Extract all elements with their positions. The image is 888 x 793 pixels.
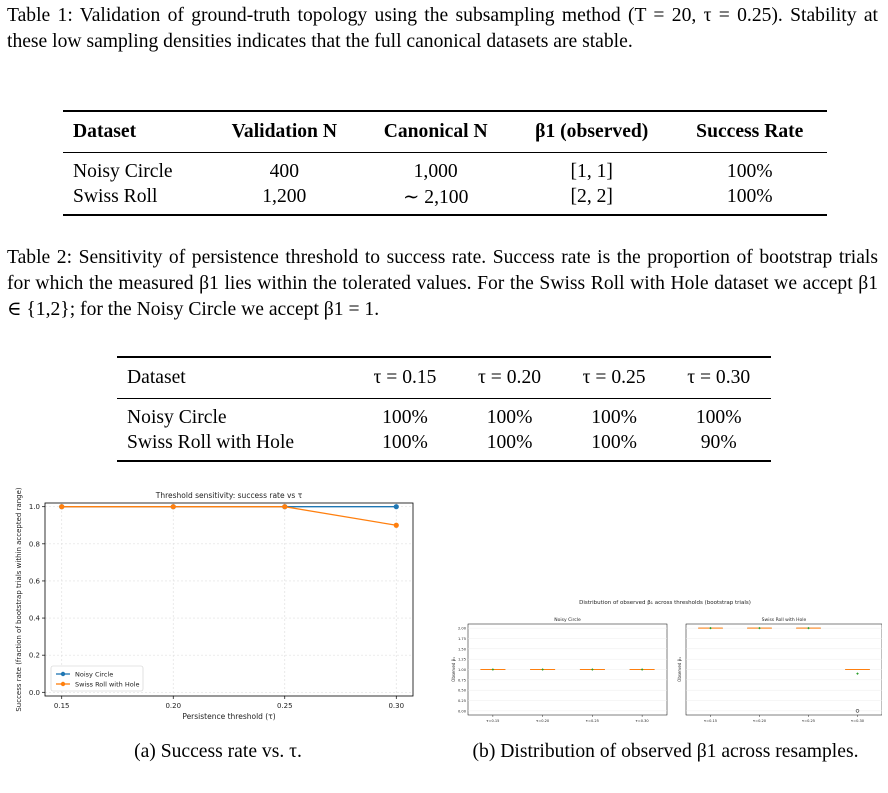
table2-caption-text: Sensitivity of persistence threshold to success rate. Success rate is the proportion of bootstrap trials for which the measured β1 lies within the tolerated values. For the Swiss Roll with Hole dataset we accept β1 ∈ {1,2}; for the Noisy Circle we accept β1 = 1.	[7, 247, 879, 320]
y-tick-label: 0.25	[457, 699, 466, 704]
chart-title: Distribution of observed β₁ across thresholds (bootstrap trials)	[579, 600, 751, 606]
table1-header: Validation N	[208, 111, 360, 153]
figure-b-caption: (b) Distribution of observed β1 across resamples.	[472, 741, 859, 762]
table1-caption	[7, 3, 878, 55]
x-tick-label: τ=0.25	[801, 719, 816, 723]
legend-label: Noisy Circle	[75, 670, 114, 679]
x-tick-label: 0.15	[53, 702, 70, 710]
y-tick-label: 1.75	[457, 636, 466, 641]
table-cell: 400	[269, 160, 299, 182]
y-tick-label: 0.50	[457, 688, 466, 693]
panel-title: Swiss Roll with Hole	[761, 618, 807, 623]
y-tick-label: 2.00	[457, 626, 466, 631]
table-cell: 100%	[726, 160, 773, 182]
y-tick-label: 0.8	[28, 540, 40, 549]
table-cell: 100%	[695, 406, 742, 428]
table-cell: Noisy Circle	[127, 406, 227, 428]
table-cell: 100%	[382, 406, 428, 428]
y-tick-label: 1.00	[457, 668, 466, 672]
x-tick-label: 0.25	[276, 702, 293, 710]
table1	[63, 110, 827, 216]
x-tick-label: τ=0.25	[585, 719, 599, 723]
x-tick-label: τ=0.20	[752, 719, 767, 723]
success-rate-line-chart	[8, 485, 428, 725]
table-cell: ∼ 2,100	[360, 184, 510, 215]
table1-caption-text: Validation of ground-truth topology using the subsampling method (T = 20, τ = 0.25). Stability at these low sampling densities indicates that the full canonical datasets are stable.	[7, 5, 878, 52]
table2-caption	[7, 245, 878, 323]
y-tick-label: 1.25	[457, 657, 466, 662]
figure-a-caption: (a) Success rate vs. τ.	[134, 741, 302, 762]
x-tick-label: τ=0.20	[536, 719, 550, 723]
y-tick-label: 0.00	[457, 709, 466, 714]
table2-header: Dataset	[117, 357, 353, 399]
table2-header: τ = 0.25	[562, 357, 667, 399]
legend-marker	[61, 672, 65, 676]
beta1-distribution-boxplot	[448, 593, 882, 723]
table2-caption-label: Table 2:	[7, 247, 73, 268]
table-cell: 100%	[591, 406, 637, 428]
table2-header: τ = 0.30	[666, 357, 771, 399]
table1-header: Canonical N	[360, 111, 510, 153]
series-line	[62, 507, 397, 526]
table2-header: τ = 0.15	[353, 357, 458, 399]
table-cell: 100%	[353, 430, 458, 461]
y-axis-label: Observed β₁	[451, 657, 456, 682]
table-cell: 100%	[486, 406, 533, 428]
table-cell: [2, 2]	[511, 184, 673, 215]
table-cell: 100%	[457, 430, 562, 461]
x-tick-label: τ=0.30	[850, 719, 865, 723]
table-row	[117, 399, 771, 431]
data-point	[394, 523, 399, 528]
x-tick-label: 0.20	[165, 702, 182, 710]
x-tick-label: τ=0.15	[486, 719, 500, 723]
table-row	[63, 153, 827, 185]
table-cell: 1,200	[208, 184, 360, 215]
table-cell: [1, 1]	[570, 160, 613, 182]
table2-header: τ = 0.20	[457, 357, 562, 399]
data-point	[171, 504, 176, 509]
x-axis-label: Persistence threshold (τ)	[182, 712, 276, 721]
table-cell: 100%	[673, 184, 827, 215]
table-cell: 100%	[562, 430, 667, 461]
table-cell: 1,000	[413, 160, 458, 182]
y-tick-label: 0.6	[28, 577, 40, 586]
y-tick-label: 0.4	[28, 614, 40, 623]
table-cell: 90%	[666, 430, 771, 461]
legend-marker	[61, 682, 65, 686]
table1-header: Dataset	[63, 111, 208, 153]
y-axis-label: Observed β₁	[677, 657, 682, 682]
table-row	[63, 184, 827, 215]
table-cell: Noisy Circle	[73, 160, 173, 182]
y-tick-label: 0.0	[28, 688, 40, 697]
table1-header-row	[63, 111, 827, 153]
table-cell: Swiss Roll with Hole	[117, 430, 353, 461]
table2	[117, 356, 771, 462]
panel-title: Noisy Circle	[554, 618, 581, 623]
chart-title: Threshold sensitivity: success rate vs τ	[155, 491, 303, 500]
data-point	[282, 504, 287, 509]
y-tick-label: 0.75	[457, 678, 466, 683]
y-tick-label: 1.50	[457, 647, 466, 652]
x-tick-label: 0.30	[388, 702, 405, 710]
y-axis-label: Success rate (fraction of bootstrap trials within accepted range)	[15, 487, 23, 712]
x-tick-label: τ=0.30	[635, 719, 649, 723]
data-point	[59, 504, 64, 509]
y-tick-label: 1.0	[28, 503, 40, 512]
table1-header: β1 (observed)	[511, 111, 673, 153]
table1-caption-label: Table 1:	[7, 5, 73, 26]
x-tick-label: τ=0.15	[703, 719, 718, 723]
table2-header-row	[117, 357, 771, 399]
y-tick-label: 0.2	[28, 651, 40, 660]
table1-header: Success Rate	[673, 111, 827, 153]
data-point	[394, 504, 399, 509]
table-row	[117, 430, 771, 461]
table-cell: Swiss Roll	[63, 184, 208, 215]
legend-label: Swiss Roll with Hole	[75, 680, 140, 689]
